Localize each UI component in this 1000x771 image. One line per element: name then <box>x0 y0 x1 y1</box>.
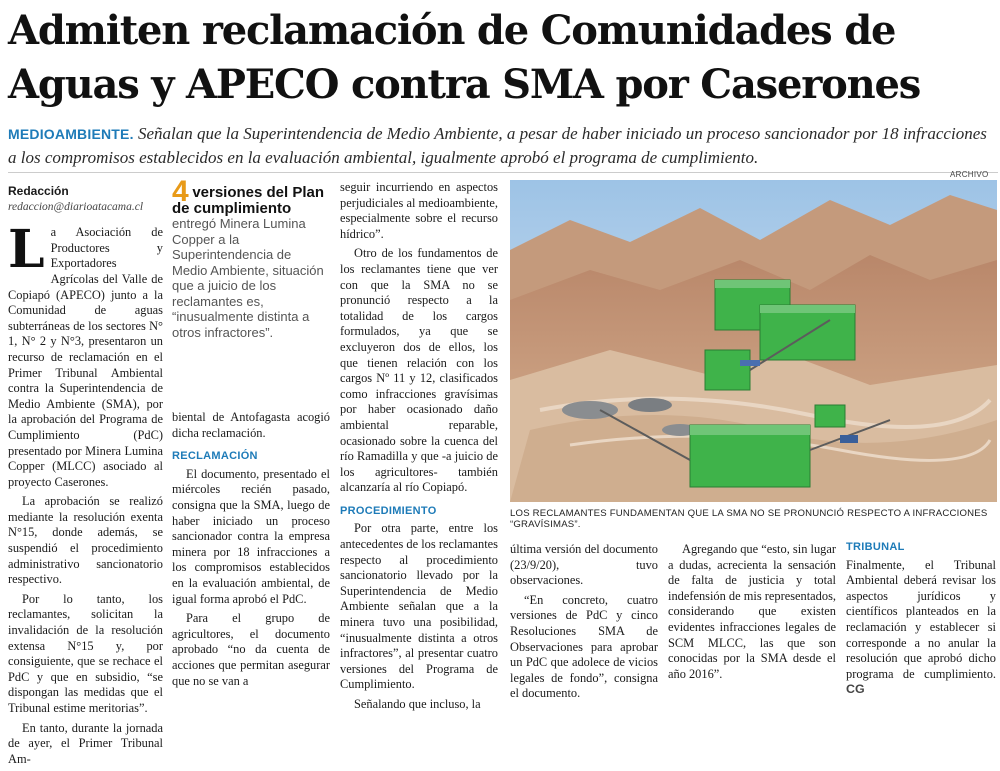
callout-number: 4 <box>172 175 189 208</box>
section-heading: TRIBUNAL <box>846 541 905 553</box>
paragraph: biental de Antofagasta acogió dicha reclamación. <box>172 410 330 440</box>
section-heading: RECLAMACIÓN <box>172 450 258 463</box>
paragraph: última versión del documento (23/9/20), tuvo observaciones. <box>510 542 658 588</box>
paragraph: Por lo tanto, los reclamantes, solicitan la invalidación de la resolución extensa N°15 y, por consiguiente, que se rechace el PdC y que en subsidio, “se dispongan las medidas que el Tribunal estime meritorias”. <box>8 591 163 715</box>
byline: Redacción <box>8 184 69 198</box>
divider <box>8 172 998 173</box>
column-2 <box>172 175 330 693</box>
headline-line-2: Aguas y APECO contra SMA por Caserones <box>8 61 921 108</box>
paragraph: Por otra parte, entre los antecedentes de los reclamantes respecto al procedimiento sancionatorio llevado por la Superintendencia de Medio Ambiente señalan que a la minera tuvo una posibilidad, “inusualmente distinta a otros infractores”, al presentar cuatro versiones del Programa de Cumplimiento. <box>340 521 498 692</box>
mine-photo <box>510 180 997 502</box>
paragraph: Otro de los fundamentos de los reclamantes tiene que ver con que la SMA no se pronunció respecto a la totalidad de los cargos formulados, ya que se excluyeron dos de ellos, los que tienen relación con los cargos Nº 11 y 12, clasificados como infracciones gravísimas por haber ocasionado daño ambiental reparable, ocasionado sobre la cuenca del río Ramadilla y que -a juicio de los agricultores- también alcanzaría al río Copiapó. <box>340 246 498 495</box>
callout-bold: versiones del Plan de cumplimiento <box>172 184 325 217</box>
lede-text: Señalan que la Superintendencia de Medio Ambiente, a pesar de haber iniciado un proceso sancionador por 18 infracciones a los compromisos establecidos en la evaluación ambiental, igualmente aprobó el programa de cumplimiento. <box>8 124 987 167</box>
headline <box>8 4 998 112</box>
paragraph: “En concreto, cuatro versiones de PdC y cinco Resoluciones SMA de Observaciones para aprobar un PdC que adolece de vicios legales de fondo”, consigna el documento. <box>510 592 658 701</box>
photo-credit: ARCHIVO <box>950 170 989 179</box>
column-6 <box>846 540 996 702</box>
column-4 <box>510 542 658 706</box>
mine-illustration <box>510 180 997 502</box>
photo-caption: LOS RECLAMANTES FUNDAMENTAN QUE LA SMA NO SE PRONUNCIÓ RESPECTO A INFRACCIONES “GRAVÍSIMAS”. <box>510 508 988 530</box>
section-kicker: MEDIOAMBIENTE. <box>8 126 134 142</box>
column-5 <box>668 542 836 686</box>
paragraph: La aprobación se realizó mediante la resolución exenta N°15, donde además, se suspendió el procedimiento administrativo sancionatorio respectivo. <box>8 494 163 587</box>
paragraph: Para el grupo de agricultores, el documento aprobado “no da cuenta de acciones que permitan asegurar que no se van a <box>172 611 330 688</box>
paragraph: La Asociación de Productores y Exportadores Agrícolas del Valle de Copiapó (APECO) junto a la Comunidad de aguas subterráneas de los sectores N° 1, N° 2 y N°3, presentaron un recurso de reclamación en el Primer Tribunal Ambiental contra la Superintendencia de Medio Ambiente (SMA), por la aprobación del Programa de Cumplimiento (PdC) presentado por Minera Lumina Copper (MLCC) asociado al proyecto Caserones. <box>8 219 163 489</box>
paragraph: En tanto, durante la jornada de ayer, el Primer Tribunal Am- <box>8 720 163 766</box>
column-1 <box>8 184 163 771</box>
end-mark: CG <box>846 682 865 697</box>
lede <box>8 122 998 169</box>
paragraph: Finalmente, el Tribunal Ambiental deberá revisar los aspectos jurídicos y científicos planteados en la reclamación y establecer si corresponde a no anular la resolución que aprobó dicho programa de cumplimiento. CG <box>846 557 996 697</box>
headline-line-1: Admiten reclamación de Comunidades de <box>8 7 896 54</box>
callout-text: entregó Minera Lumina Copper a la Superintendencia de Medio Ambiente, situación que a juicio de los reclamantes es, “inusualmente distinta a otros infractores”. <box>172 216 324 340</box>
paragraph: Señalando que incluso, la <box>354 697 481 711</box>
section-heading: PROCEDIMIENTO <box>340 504 437 517</box>
byline-email[interactable]: redaccion@diarioatacama.cl <box>8 200 144 213</box>
column-3 <box>340 180 498 717</box>
paragraph: El documento, presentado el miércoles recién pasado, consigna que la SMA, luego de haber iniciado un proceso sancionador contra la empresa minera por 18 infracciones a los compromisos establecidos en la evaluación ambiental, de igual forma aprobó el PdC. <box>172 466 330 606</box>
paragraph: seguir incurriendo en aspectos perjudiciales al medioambiente, especialmente sobre el recurso hídrico”. <box>340 180 498 241</box>
pull-quote <box>172 175 330 410</box>
drop-cap: L <box>8 219 45 281</box>
paragraph: Agregando que “esto, sin lugar a dudas, acrecienta la sensación de falta de justicia y total indefensión de mis representados, considerando que existen evidentes infracciones legales de SCM MLCC, las que son conocidas por la SMA desde el año 2016”. <box>668 542 836 681</box>
